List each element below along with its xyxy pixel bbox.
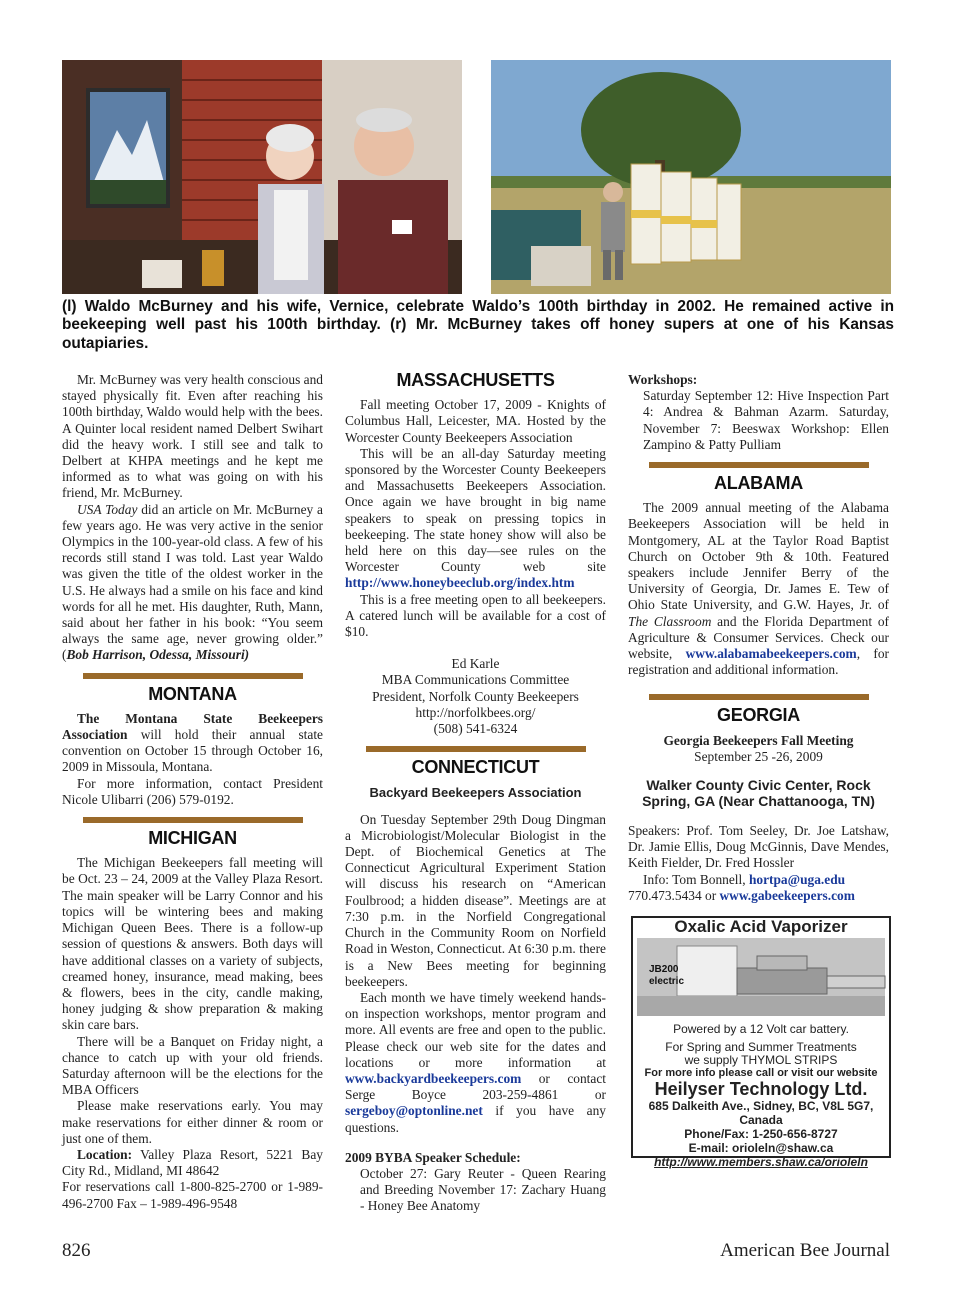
column-3 (628, 372, 889, 1170)
alabama-paragraph: The 2009 annual meeting of the Alabama Beekeepers Association will be held in Montgomery, AL at the Taylor Road Baptist Church on October 9th & 10th. Featured speakers include Jennifer Berry of the University of Georgia, Dr. James E. Tew of Ohio State University, and G.W. Hayes, Jr. of The Classroom and the Florida Department of Agriculture & Consumer Services. Check our website, www.alabamabeekeepers.com, for registration and additional information. (628, 500, 889, 678)
georgia-info: Info: Tom Bonnell, hortpa@uga.edu (643, 871, 846, 887)
section-divider (83, 817, 303, 823)
vaporizer-image (637, 938, 885, 1016)
photo-mcburney-birthday (62, 60, 462, 294)
montana-heading: MONTANA (148, 683, 237, 704)
ad-company: Heilyser Technology Ltd. (654, 1079, 868, 1100)
michigan-paragraph: Please make reservations early. You may make reservations for either dinner & room or just one of them. (62, 1098, 323, 1146)
ad-address: 685 Dalkeith Ave., Sidney, BC, V8L 5G7, (648, 1099, 874, 1114)
georgia-email-link[interactable]: hortpa@uga.edu (748, 871, 846, 887)
ad-powered: Powered by a 12 Volt car battery. (673, 1022, 849, 1037)
contact-line: President, Norfolk County Beekeepers (372, 688, 579, 704)
ad-treatments: For Spring and Summer Treatments (665, 1040, 857, 1055)
workshops-heading: Workshops: (628, 372, 698, 387)
montana-paragraph: The Montana State Beekeepers Association will hold their annual state convention on October 15 through October 16, 2009 in Missoula, Montana. (62, 710, 323, 775)
connecticut-paragraph: Each month we have timely weekend hands-on inspection workshops, mentor program and more. All events are free and open to the public. Please check our web site for the dates and locations or more information at www.backyardbeekeepers.com or contact Serge Boyce 203-259-4861 or sergeboy@optonline.net if you have any questions. (345, 989, 606, 1135)
massachusetts-paragraph: Fall meeting October 17, 2009 - Knights of Columbus Hall, Leicester, MA. Hosted by the Worcester County Beekeepers Association (345, 397, 606, 445)
massachusetts-paragraph: This will be an all-day Saturday meeting sponsored by the Worcester County Beekeepers and Massachusetts Beekeepers Association. Once again we have brought in big name speakers to speak on pressing topics in beekeeping. The state honey show will also be held here on this day—see rules on the Worcester County web site http://www.honeybeeclub.org/index.htm (345, 445, 606, 591)
column-2 (345, 372, 606, 1215)
ad-title: Oxalic Acid Vaporizer (674, 917, 848, 937)
schedule-text: October 27: Gary Reuter - Queen Rearing and Breeding November 17: Zachary Huang - Honey Bee Anatomy (360, 1165, 606, 1214)
article-paragraph: USA Today did an article on Mr. McBurney a few years ago. He was very active in the senior Olympics in the 100-year-old class. A few of his records still stand I was told. Last year Waldo was given the title of the oldest worker in the U.S. He always had a smile on his face and kind words for all he met. His daughter, Ruth, Mann, said about her father in his book: “You seem always the same age, never growing older.” (Bob Harrison, Odessa, Missouri) (62, 501, 323, 663)
montana-contact: For more information, contact President Nicole Ulibarri (206) 579-0192. (62, 775, 323, 807)
schedule-heading: 2009 BYBA Speaker Schedule: (345, 1149, 521, 1165)
author-signature: Bob Harrison, Odessa, Missouri) (66, 647, 250, 663)
ad-website-link[interactable]: http://www.members.shaw.ca/orioleln (654, 1155, 868, 1170)
michigan-paragraph: The Michigan Beekeepers fall meeting will be Oct. 23 – 24, 2009 at the Valley Plaza Resort. The main speaker will be Larry Connor and his topics will be wintering bees and making Michigan Queen Bees. There is a follow-up session of questions & answers. Both days will have additional classes on a variety of subjects, creamed honey, insurance, mead making, bees & flowers, bees in the city, candle making, honey judging & show preparation & making skin care bars. (62, 855, 323, 1033)
contact-line: MBA Communications Committee (381, 672, 570, 688)
connecticut-paragraph: On Tuesday September 29th Doug Dingman a Microbiologist/Molecular Biologist in the Dept. of Biochemical Genetics at The Connecticut Agricultural Experiment Station will discuss his research on “American Foulbrood; a hidden disease”. Meetings are at 7:30 p.m. in the Norfield Congregational Church in the Community Room on Norfield Road in Weston, Connecticut. At 6:30 p.m. there is a New Bees meeting for beginning beekeepers. (345, 811, 606, 989)
honeybeeclub-link[interactable]: http://www.honeybeeclub.org/index.htm (345, 575, 575, 591)
georgia-heading: GEORGIA (717, 705, 800, 726)
section-divider (366, 746, 586, 752)
photo-caption: (l) Waldo McBurney and his wife, Vernice, celebrate Waldo’s 100th birthday in 2002. He remained active in beekeeping well past his 100th birthday. (r) Mr. McBurney takes off honey supers at one of his Kansas outapiaries. (62, 298, 894, 352)
alabama-heading: ALABAMA (714, 473, 803, 494)
michigan-heading: MICHIGAN (148, 828, 237, 849)
section-divider (649, 462, 869, 468)
section-divider (649, 694, 869, 700)
contact-phone: (508) 541-6324 (433, 721, 518, 737)
workshops-text: Saturday September 12: Hive Inspection Part 4: Andrea & Bahman Azarm. Saturday, November 7: Beeswax Workshop: Ellen Zampino & Patty Pulliam (643, 388, 889, 452)
ad-phone: Phone/Fax: 1-250-656-8727 (684, 1127, 838, 1142)
norfolkbees-link[interactable]: http://norfolkbees.org/ (415, 704, 536, 720)
connecticut-subheading: Backyard Beekeepers Association (369, 785, 582, 801)
georgia-phone: 770.473.5434 or www.gabeekeepers.com (628, 887, 855, 903)
photo-apiary-illustration (491, 60, 891, 294)
photo-birthday-illustration (62, 60, 462, 294)
page-number: 826 (62, 1240, 91, 1261)
michigan-reservations: For reservations call 1-800-825-2700 or 1-989-496-2700 Fax – 1-989-496-9548 (62, 1179, 323, 1211)
journal-name: American Bee Journal (720, 1240, 890, 1261)
ad-country: Canada (739, 1113, 783, 1128)
ad-thymol: we supply THYMOL STRIPS (684, 1053, 838, 1068)
connecticut-heading: CONNECTICUT (411, 757, 540, 778)
gabeekeepers-link[interactable]: www.gabeekeepers.com (719, 887, 855, 903)
column-1 (62, 372, 323, 1212)
oxalic-vaporizer-ad (631, 916, 891, 1170)
michigan-paragraph: There will be a Banquet on Friday night, a chance to catch up with your old friends. Saturday afternoon will be the elections for the MBA Officers (62, 1033, 323, 1098)
massachusetts-heading: MASSACHUSETTS (396, 370, 555, 390)
backyardbeekeepers-link[interactable]: www.backyardbeekeepers.com (345, 1070, 522, 1086)
ad-model-label: JB200 electric (649, 964, 685, 988)
alabamabeekeepers-link[interactable]: www.alabamabeekeepers.com (685, 646, 857, 662)
photo-honey-supers (491, 60, 891, 294)
georgia-title: Georgia Beekeepers Fall Meeting (663, 732, 854, 748)
michigan-location: Location: Valley Plaza Resort, 5221 Bay City Rd., Midland, MI 48642 (62, 1146, 323, 1179)
georgia-venue: Walker County Civic Center, Rock Spring, GA (Near Chattanooga, TN) (642, 777, 875, 810)
article-paragraph: Mr. McBurney was very health conscious and stayed physically fit. Even after reaching his 100th birthday, Waldo would help with the bees. A Quinter local resident named Delbert Swihart did the heavy work. I still see and talk to Delbert at KHPA meetings and he kept me informed as to what was going on with his friend, Mr. McBurney. (62, 372, 323, 501)
contact-name: Ed Karle (451, 656, 500, 672)
sergeboy-email-link[interactable]: sergeboy@optonline.net (345, 1103, 483, 1119)
ad-email: E-mail: orioleln@shaw.ca (688, 1141, 834, 1156)
massachusetts-paragraph: This is a free meeting open to all beekeepers. A catered lunch will be available for a cost of $10. (345, 591, 606, 640)
ad-more-info: For more info please call or visit our website (644, 1067, 878, 1080)
georgia-speakers: Speakers: Prof. Tom Seeley, Dr. Joe Latshaw, Dr. Jamie Ellis, Doug McGinnis, Dave Mendes, Keith Fielder, Dr. Fred Hossler (628, 823, 889, 871)
usa-today-title: USA Today (77, 501, 138, 517)
georgia-dates: September 25 -26, 2009 (694, 748, 823, 764)
section-divider (83, 673, 303, 679)
